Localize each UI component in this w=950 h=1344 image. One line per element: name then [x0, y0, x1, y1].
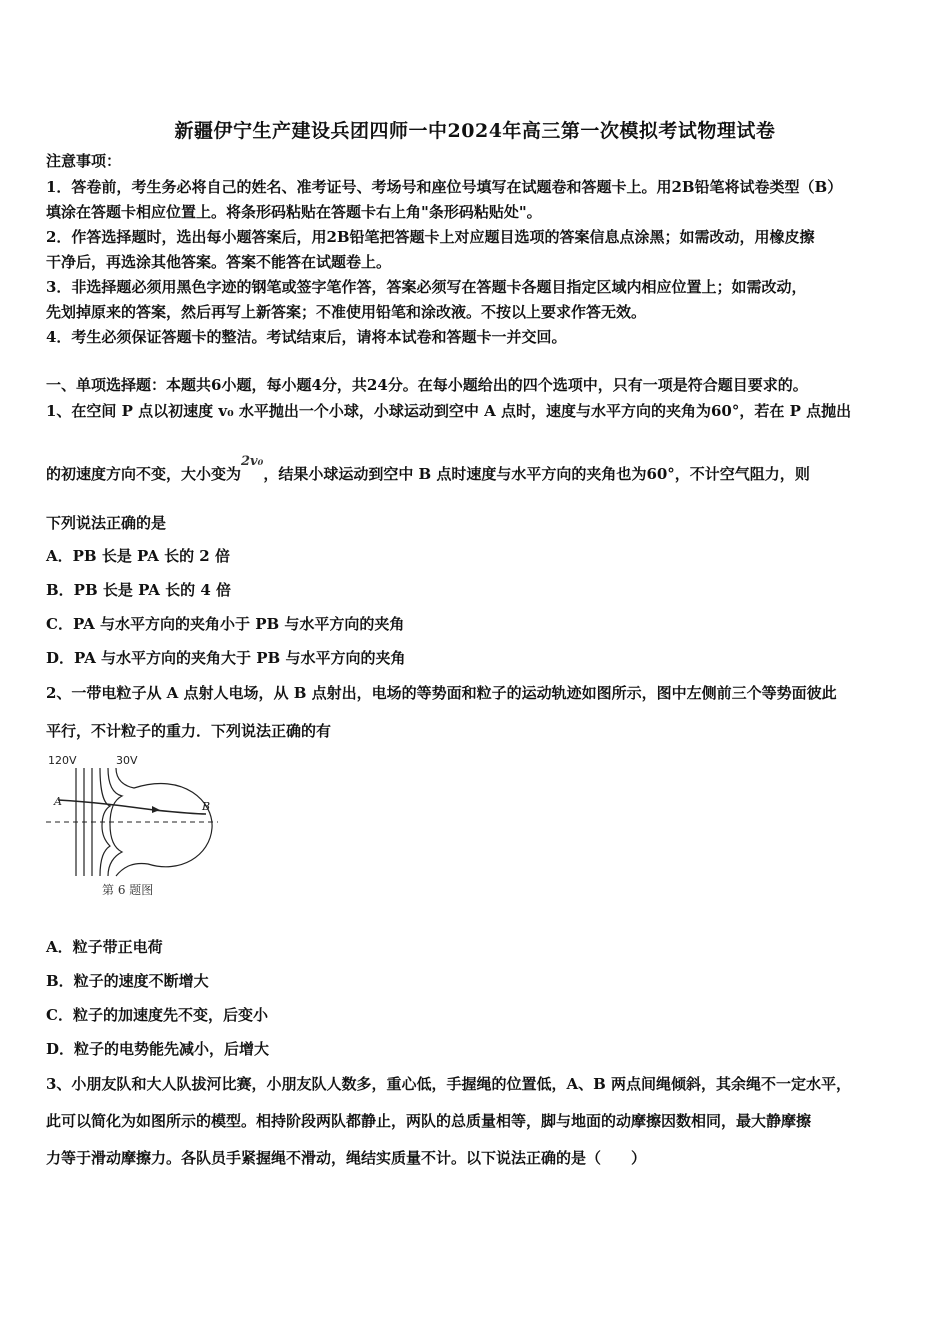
section-heading: 一、单项选择题：本题共6小题，每小题4分，共24分。在每小题给出的四个选项中，只有一项是符合题目要求的。 — [46, 376, 808, 394]
q3-stem: 3、小朋友队和大人队拔河比赛，小朋友队人数多，重心低，手握绳的位置低，A、B 两点间绳倾斜，其余绳不一定水平， — [46, 1075, 851, 1093]
q1-stem-2 — [46, 454, 916, 487]
q1-stem-2b: ，结果小球运动到空中 B 点时速度与水平方向的夹角也为60°，不计空气阻力，则 — [263, 465, 810, 483]
notice-line: 填涂在答题卡相应位置上。将条形码粘贴在答题卡右上角"条形码粘贴处"。 — [46, 203, 542, 221]
q2-stem-2: 平行，不计粒子的重力．下列说法正确的有 — [46, 722, 332, 740]
notice-line: 先划掉原来的答案，然后再写上新答案；不准使用铅笔和涂改液。不按以上要求作答无效。 — [46, 303, 647, 321]
q1-stem-2a: 的初速度方向不变，大小变为 — [46, 465, 242, 483]
notice-line: 2．作答选择题时，选出每小题答案后，用2B铅笔把答题卡上对应题目选项的答案信息点涂黑；如需改动，用橡皮擦 — [46, 228, 815, 246]
notice-line: 3．非选择题必须用黑色字迹的钢笔或签字笔作答，答案必须写在答题卡各题目指定区域内相应位置上；如需改动， — [46, 278, 807, 296]
q1-option-a: A．PB 长是 PA 长的 2 倍 — [46, 547, 230, 565]
notice-line: 干净后，再选涂其他答案。答案不能答在试题卷上。 — [46, 253, 392, 271]
q3-stem-2: 此可以简化为如图所示的模型。相持阶段两队都静止，两队的总质量相等，脚与地面的动摩擦因数相同，最大静摩擦 — [46, 1112, 812, 1130]
point-b-label: B — [202, 800, 211, 813]
point-a-label: A — [54, 795, 62, 808]
q1-option-d: D．PA 与水平方向的夹角大于 PB 与水平方向的夹角 — [46, 649, 406, 667]
q2-option-b: B．粒子的速度不断增大 — [46, 972, 209, 990]
label-120v: 120V — [48, 754, 77, 767]
q2-option-c: C．粒子的加速度先不变，后变小 — [46, 1006, 268, 1024]
q3-stem-3: 力等于滑动摩擦力。各队员手紧握绳不滑动，绳结实质量不计。以下说法正确的是（ ） — [46, 1149, 647, 1167]
particle-trajectory — [58, 800, 206, 814]
notice-line: 1．答卷前，考生务必将自己的姓名、准考证号、考场号和座位号填写在试题卷和答题卡上。用2B铅笔将试卷类型（B） — [46, 178, 843, 196]
q1-stem: 1、在空间 P 点以初速度 v₀ 水平抛出一个小球，小球运动到空中 A 点时，速度与水平方向的夹角为60°，若在 P 点抛出 — [46, 402, 852, 420]
q2-option-d: D．粒子的电势能先减小，后增大 — [46, 1040, 270, 1058]
q2-option-a: A．粒子带正电荷 — [46, 938, 163, 956]
figure-caption: 第 6 题图 — [102, 883, 154, 897]
trajectory-arrow — [152, 806, 160, 813]
q1-option-b: B．PB 长是 PA 长的 4 倍 — [46, 581, 232, 599]
q1-math: 2v₀ — [241, 454, 264, 469]
q1-prompt: 下列说法正确的是 — [46, 514, 167, 532]
notice-heading: 注意事项： — [46, 152, 122, 170]
q2-stem: 2、一带电粒子从 A 点射人电场，从 B 点射出，电场的等势面和粒子的运动轨迹如图所示，图中左侧前三个等势面彼此 — [46, 684, 837, 702]
label-30v: 30V — [116, 754, 138, 767]
notice-line: 4．考生必须保证答题卡的整洁。考试结束后，请将本试卷和答题卡一并交回。 — [46, 328, 567, 346]
equipotential-figure — [44, 752, 220, 904]
q1-option-c: C．PA 与水平方向的夹角小于 PB 与水平方向的夹角 — [46, 615, 405, 633]
page-title: 新疆伊宁生产建设兵团四师一中2024年高三第一次模拟考试物理试卷 — [174, 120, 776, 142]
